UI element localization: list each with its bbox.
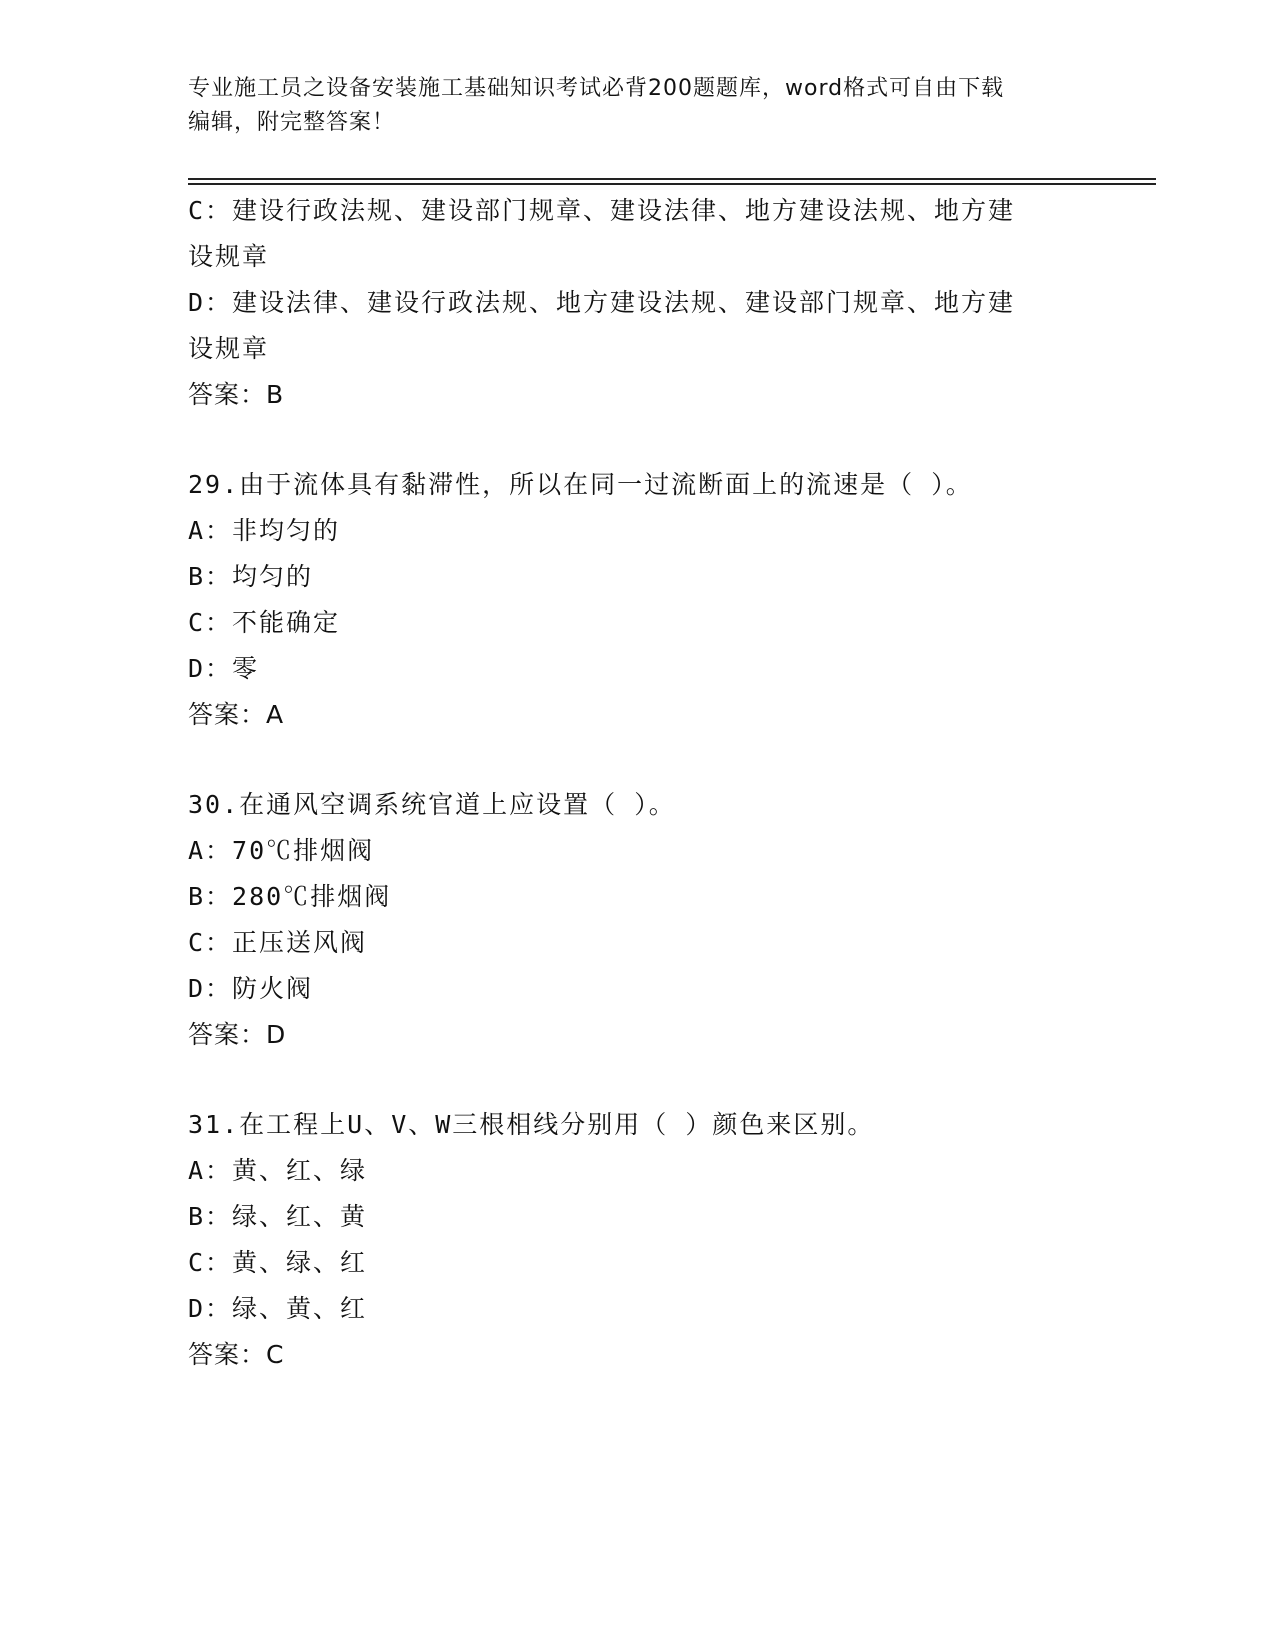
spacer [188,418,1088,462]
option-d: D：绿、黄、红 [188,1294,368,1323]
header-title-line-2: 编辑，附完整答案！ [188,110,396,135]
option-b: B：280℃排烟阀 [188,882,392,911]
option-c: C：不能确定 [188,608,341,637]
question-stem: 31.在工程上U、V、W三根相线分别用（ ）颜色来区别。 [188,1110,875,1139]
question-stem: 30.在通风空调系统官道上应设置（ ）。 [188,790,676,819]
option-d: D：防火阀 [188,974,314,1003]
question-30 [188,782,1088,1058]
question-29 [188,462,1088,738]
document-header [188,72,1088,140]
option-a: A：黄、红、绿 [188,1156,368,1185]
question-content [188,188,1088,1378]
header-title-line-1: 专业施工员之设备安装施工基础知识考试必背200题题库，word格式可自由下载 [188,76,1005,101]
answer-line: 答案：D [188,1020,287,1049]
option-c-line-1: C：建设行政法规、建设部门规章、建设法律、地方建设法规、地方建 [188,196,1016,225]
question-stem: 29.由于流体具有黏滞性，所以在同一过流断面上的流速是（ ）。 [188,470,973,499]
option-b: B：绿、红、黄 [188,1202,368,1231]
option-d-line-1: D：建设法律、建设行政法规、地方建设法规、建设部门规章、地方建 [188,288,1016,317]
spacer [188,738,1088,782]
answer-line: 答案：B [188,380,285,409]
option-d-line-2: 设规章 [188,334,270,363]
option-c-line-2: 设规章 [188,242,270,271]
option-c: C：黄、绿、红 [188,1248,368,1277]
header-divider-bottom [188,183,1156,185]
option-d: D：零 [188,654,260,683]
option-a: A：非均匀的 [188,516,341,545]
question-31 [188,1102,1088,1378]
answer-line: 答案：C [188,1340,285,1369]
option-a: A：70℃排烟阀 [188,836,375,865]
header-divider-top [188,178,1156,180]
option-b: B：均匀的 [188,562,314,591]
answer-line: 答案：A [188,700,285,729]
spacer [188,1058,1088,1102]
option-c: C：正压送风阀 [188,928,368,957]
previous-question-tail [188,188,1088,418]
